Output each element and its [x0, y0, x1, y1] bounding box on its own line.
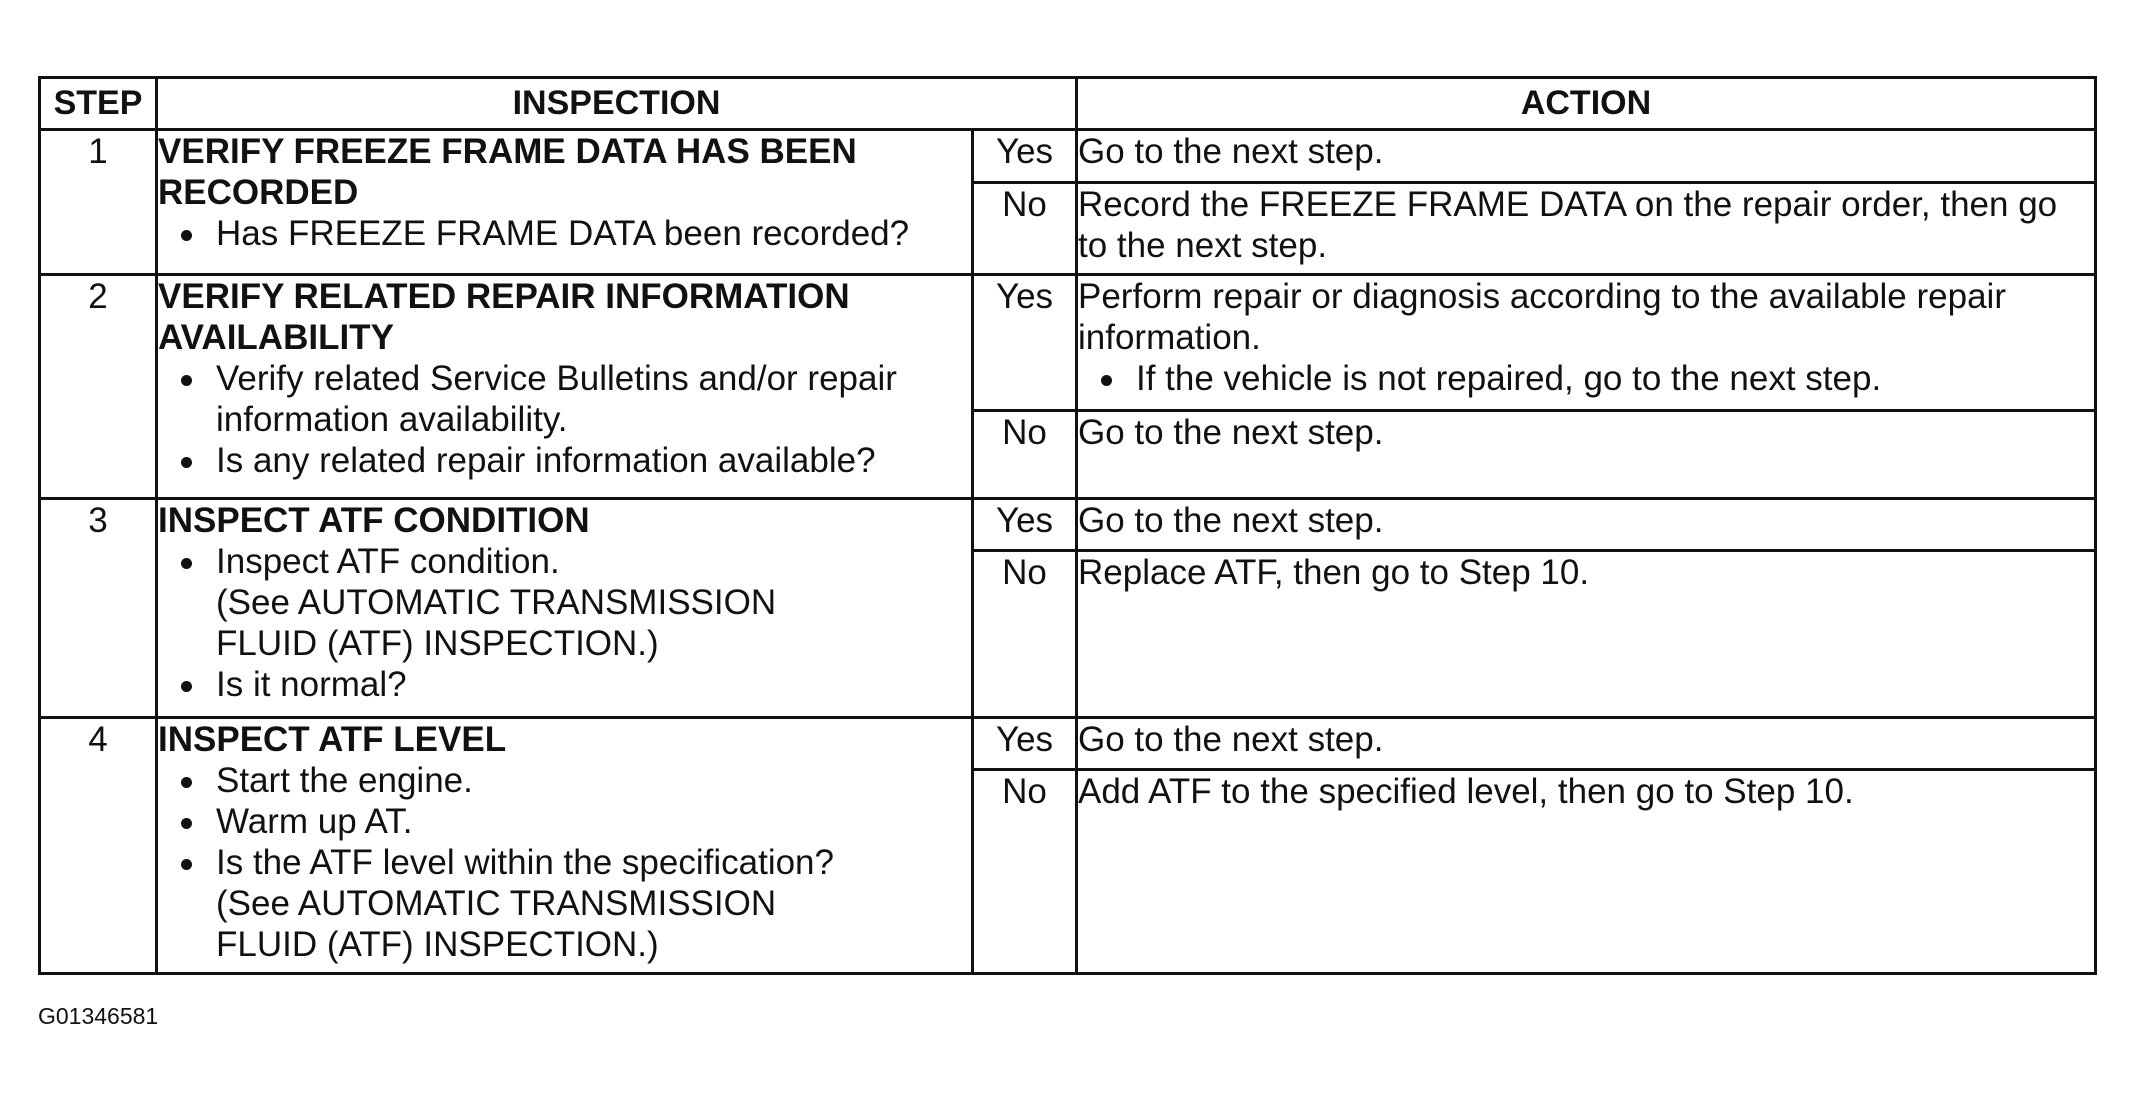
action-bullets [1078, 358, 2094, 399]
no-label: No [973, 411, 1077, 499]
yes-action-text: Perform repair or diagnosis according to the available repair information. [1078, 277, 2006, 357]
bullet-item: If the vehicle is not repaired, go to the next step. [1136, 358, 2094, 399]
yes-action [1077, 275, 2096, 411]
diagnostic-procedure-sheet [38, 76, 2097, 975]
yes-action [1077, 130, 2096, 183]
step-inspection [157, 130, 973, 275]
step-number: 1 [40, 130, 157, 275]
no-label: No [973, 770, 1077, 974]
step-3-yes-row [40, 499, 2096, 551]
no-action: Add ATF to the specified level, then go to Step 10. [1077, 770, 2096, 974]
inspection-bullets [158, 760, 971, 965]
yes-label: Yes [973, 718, 1077, 770]
step-title: INSPECT ATF LEVEL [158, 720, 507, 759]
step-number: 2 [40, 275, 157, 499]
yes-action-text: Go to the next step. [1078, 720, 1384, 759]
inspection-bullets [158, 358, 971, 481]
yes-action-text: Go to the next step. [1078, 132, 1384, 171]
bullet-item: Has FREEZE FRAME DATA been recorded? [216, 213, 971, 254]
bullet-item: Is any related repair information available? [216, 440, 971, 481]
yes-action-text: Go to the next step. [1078, 501, 1384, 540]
inspection-bullets [158, 541, 971, 705]
step-number: 3 [40, 499, 157, 718]
diagnostic-procedure-table [38, 76, 2097, 975]
step-inspection [157, 275, 973, 499]
header-action: ACTION [1077, 78, 2096, 130]
bullet-item: Warm up AT. [216, 801, 971, 842]
bullet-item: Is the ATF level within the specification? (See AUTOMATIC TRANSMISSION FLUID (ATF) INSPECTION.) [216, 842, 971, 965]
bullet-item: Start the engine. [216, 760, 971, 801]
yes-label: Yes [973, 499, 1077, 551]
step-inspection [157, 718, 973, 974]
no-action: Record the FREEZE FRAME DATA on the repair order, then go to the next step. [1077, 183, 2096, 275]
no-label: No [973, 183, 1077, 275]
inspection-bullets [158, 213, 971, 254]
yes-action [1077, 718, 2096, 770]
step-title: VERIFY FREEZE FRAME DATA HAS BEEN RECORDED [158, 132, 857, 212]
bullet-item: Verify related Service Bulletins and/or repair information availability. [216, 358, 971, 440]
step-inspection [157, 499, 973, 718]
yes-label: Yes [973, 275, 1077, 411]
header-row [40, 78, 2096, 130]
step-4-yes-row [40, 718, 2096, 770]
step-title: INSPECT ATF CONDITION [158, 501, 590, 540]
no-label: No [973, 551, 1077, 718]
yes-label: Yes [973, 130, 1077, 183]
bullet-item: Is it normal? [216, 664, 971, 705]
step-title: VERIFY RELATED REPAIR INFORMATION AVAILABILITY [158, 277, 850, 357]
header-step: STEP [40, 78, 157, 130]
step-number: 4 [40, 718, 157, 974]
step-2-yes-row [40, 275, 2096, 411]
step-1-yes-row [40, 130, 2096, 183]
figure-code: G01346581 [38, 1003, 159, 1029]
header-inspection: INSPECTION [157, 78, 1077, 130]
bullet-item: Inspect ATF condition. (See AUTOMATIC TRANSMISSION FLUID (ATF) INSPECTION.) [216, 541, 971, 664]
no-action: Replace ATF, then go to Step 10. [1077, 551, 2096, 718]
no-action: Go to the next step. [1077, 411, 2096, 499]
yes-action [1077, 499, 2096, 551]
